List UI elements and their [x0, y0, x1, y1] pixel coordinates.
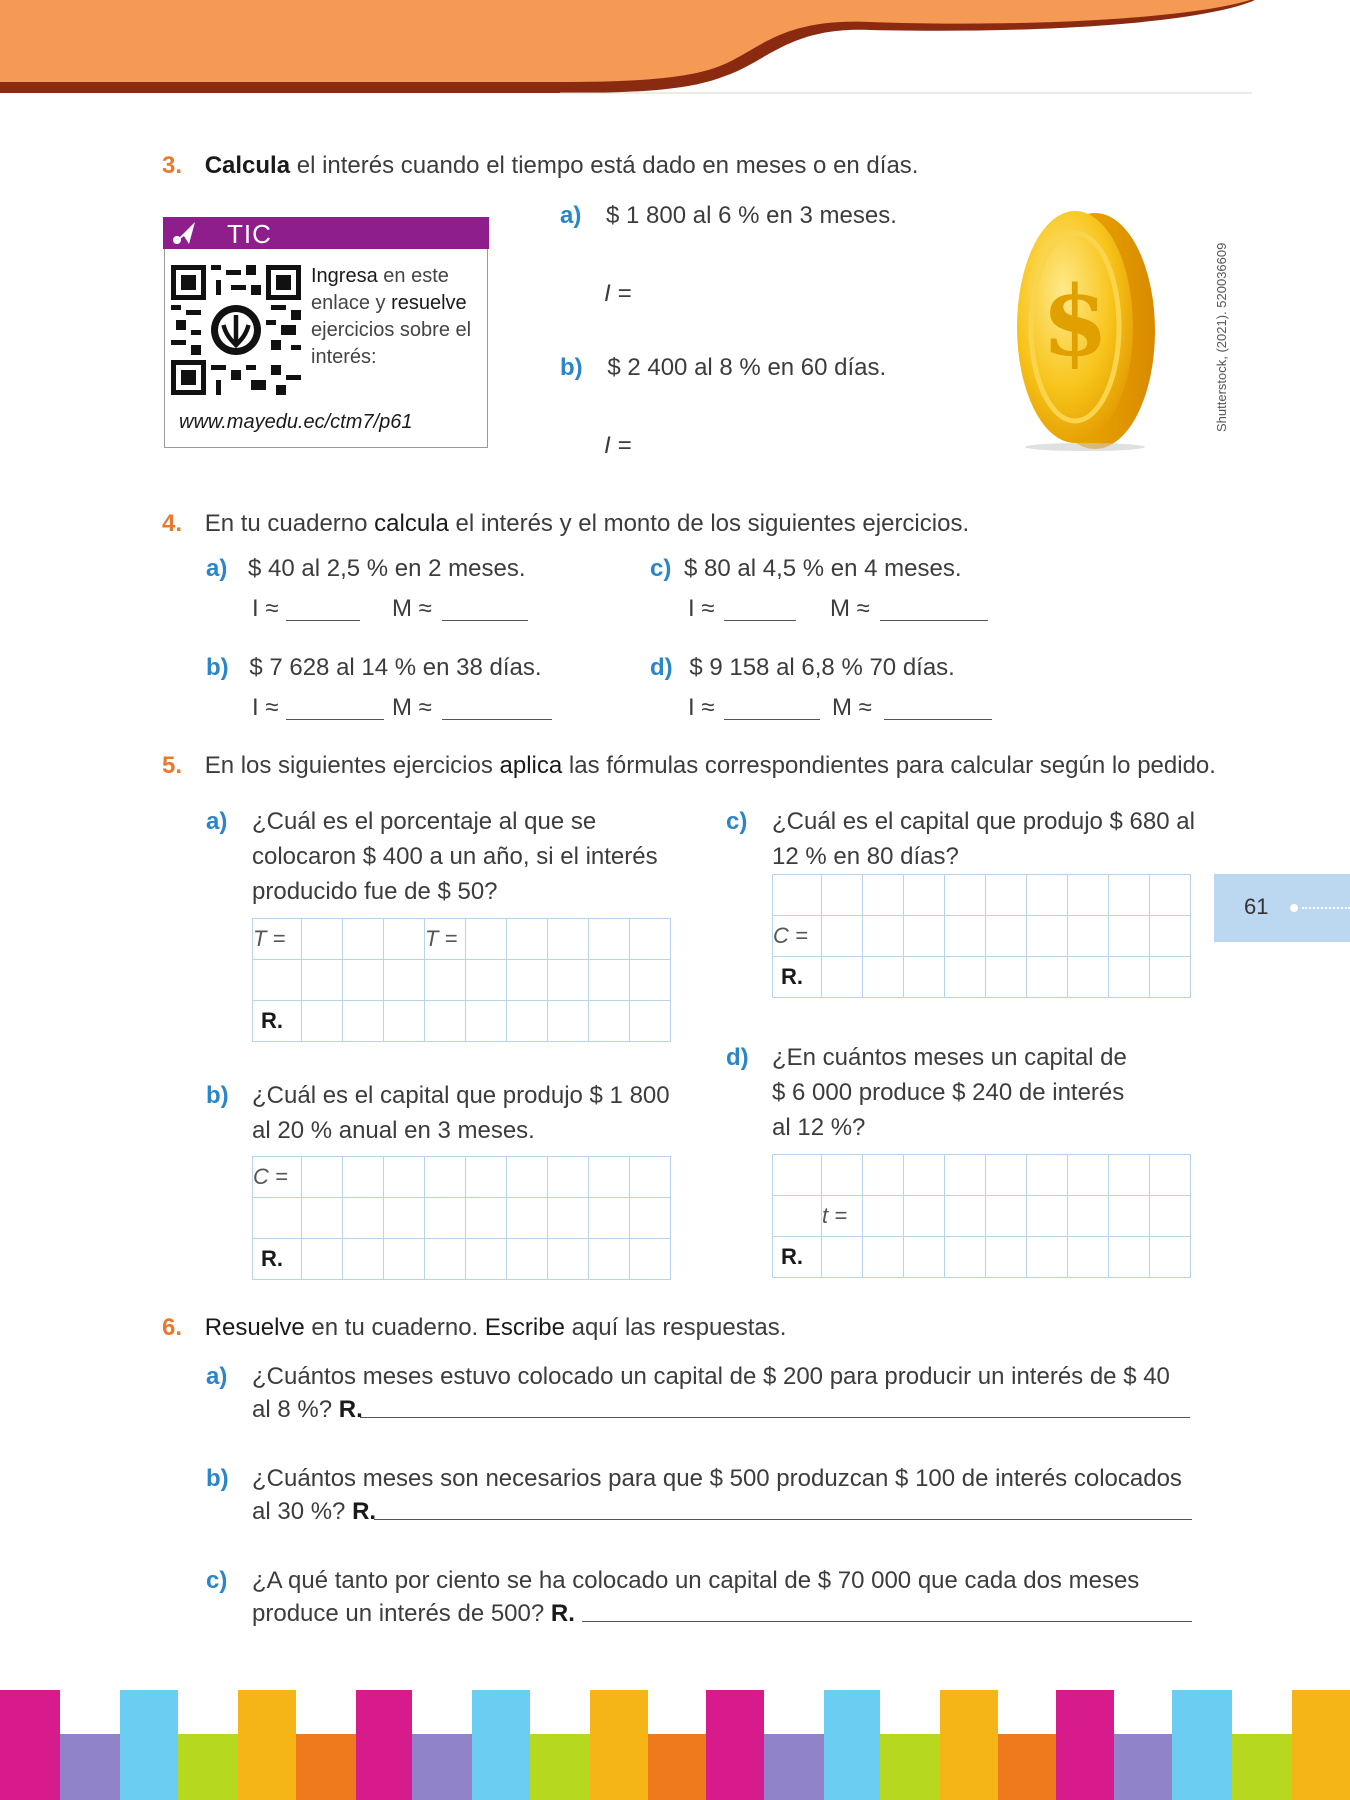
item-letter: d) [650, 654, 673, 681]
answer-label: R. [773, 957, 822, 998]
exercise-4c [650, 555, 962, 583]
answer-grid[interactable] [772, 874, 1191, 998]
cursor-arrow-icon [167, 218, 203, 248]
item-letter: a) [206, 1363, 228, 1390]
question-line: ¿Cuántos meses son necesarios para que $ 500 produzcan $ 100 de interés colocados [252, 1465, 1182, 1492]
item-letter: b) [206, 1465, 229, 1492]
answer-label: R. [253, 1239, 302, 1280]
answer-line[interactable] [582, 1621, 1192, 1622]
exercise-3a [560, 202, 897, 230]
answer-line[interactable] [880, 620, 988, 621]
answer-grid[interactable] [252, 1156, 671, 1280]
answer-label: R. [773, 1237, 822, 1278]
answer-line[interactable] [724, 620, 796, 621]
item-letter: a) [206, 808, 228, 835]
answer-line[interactable] [724, 719, 820, 720]
instruction-text: aquí las respuestas. [564, 1314, 787, 1341]
question-text: produce un interés de 500? [252, 1600, 545, 1627]
exercise-5-heading [162, 752, 1216, 780]
page-number-tab [1214, 874, 1350, 942]
interest-label: I ≈ [252, 694, 279, 721]
instruction-text: en tu cuaderno. [304, 1314, 485, 1341]
answer-label: R. [338, 1396, 363, 1423]
footer-color-bars [0, 1690, 1350, 1800]
answer-grid[interactable] [772, 1154, 1191, 1278]
exercise-6-heading [162, 1314, 786, 1342]
item-letter: a) [206, 555, 228, 582]
instruction-verb: aplica [499, 752, 563, 779]
header-banner [0, 0, 1350, 100]
answer-line[interactable] [360, 1417, 1190, 1418]
question-line: ¿Cuál es el capital que produjo $ 680 al [772, 808, 1195, 835]
answer-line[interactable] [442, 620, 528, 621]
answer-line[interactable] [286, 620, 360, 621]
answer-label: R. [253, 1001, 302, 1042]
equation-label: t = [822, 1196, 863, 1237]
question-text: al 8 %? [252, 1396, 333, 1423]
tic-word: resuelve [391, 292, 467, 314]
photo-credit: Shutterstock, (2021). 520036609 [1214, 242, 1229, 432]
tic-description [311, 263, 481, 371]
amount-label: M ≈ [830, 595, 870, 622]
exercise-number: 5. [162, 752, 183, 779]
svg-text:$: $ [1041, 265, 1109, 378]
question-text: al 30 %? [252, 1498, 346, 1525]
instruction-verb: Calcula [204, 152, 291, 179]
exercise-number: 6. [162, 1314, 183, 1341]
answer-label: R. [550, 1600, 575, 1627]
question-line: ¿Cuántos meses estuvo colocado un capital de $ 200 para producir un interés de $ 40 [252, 1363, 1170, 1390]
question-line: al 20 % anual en 3 meses. [252, 1117, 535, 1144]
question-line: ¿A qué tanto por ciento se ha colocado un capital de $ 70 000 que cada dos meses [252, 1567, 1140, 1594]
amount-label: M ≈ [832, 694, 872, 721]
equation-label: T = [253, 919, 302, 960]
question-line: ¿Cuál es el porcentaje al que se [252, 808, 597, 835]
answer-line[interactable] [286, 719, 384, 720]
exercise-4-heading [162, 510, 969, 538]
instruction-text: el interés y el monto de los siguientes ejercicios. [448, 510, 970, 537]
question-line: ¿Cuál es el capital que produjo $ 1 800 [252, 1082, 670, 1109]
question-line: $ 6 000 produce $ 240 de interés [772, 1079, 1125, 1106]
exercise-4b [206, 654, 542, 682]
item-letter: c) [650, 555, 672, 582]
instruction-text: las fórmulas correspondientes para calcular según lo pedido. [562, 752, 1216, 779]
equation-label: I = [604, 432, 632, 459]
question-line: al 12 %? [772, 1114, 866, 1141]
tic-word: Ingresa [311, 265, 378, 287]
question-line [252, 1597, 575, 1630]
exercise-4a [206, 555, 526, 583]
interest-label: I ≈ [688, 694, 715, 721]
item-letter: b) [560, 354, 583, 381]
answer-grid[interactable] [252, 918, 671, 1042]
item-letter: c) [206, 1567, 228, 1594]
equation-label: I = [604, 280, 632, 307]
tic-box [164, 218, 488, 448]
answer-label: R. [352, 1498, 377, 1525]
item-text: $ 9 158 al 6,8 % 70 días. [689, 654, 955, 681]
tic-url-link[interactable]: www.mayedu.ec/ctm7/p61 [179, 411, 413, 433]
dot-icon [1290, 904, 1298, 912]
exercise-3-heading [162, 152, 918, 180]
exercise-number: 3. [162, 152, 183, 179]
question-line: 12 % en 80 días? [772, 843, 959, 870]
exercise-number: 4. [162, 510, 183, 537]
instruction-text: En los siguientes ejercicios [204, 752, 500, 779]
equation-label: T = [425, 919, 466, 960]
page-number: 61 [1244, 894, 1269, 919]
item-letter: b) [206, 1082, 229, 1109]
tic-text: ejercicios sobre el interés: [311, 319, 472, 368]
answer-line[interactable] [442, 719, 552, 720]
dotted-rule [1302, 907, 1350, 909]
question-line: ¿En cuántos meses un capital de [772, 1044, 1127, 1071]
answer-line[interactable] [884, 719, 992, 720]
question-line: producido fue de $ 50? [252, 878, 498, 905]
item-text: $ 80 al 4,5 % en 4 meses. [684, 555, 962, 582]
item-letter: b) [206, 654, 229, 681]
tic-header [163, 217, 489, 249]
tic-text: en este enlace y [311, 265, 449, 314]
instruction-text: En tu cuaderno [204, 510, 375, 537]
item-text: $ 2 400 al 8 % en 60 días. [607, 354, 887, 381]
question-line: colocaron $ 400 a un año, si el interés [252, 843, 658, 870]
interest-label: I ≈ [252, 595, 279, 622]
instruction-verb: Resuelve [204, 1314, 305, 1341]
exercise-3b [560, 354, 886, 382]
interest-label: I ≈ [688, 595, 715, 622]
item-letter: c) [726, 808, 748, 835]
tic-title: TIC [227, 219, 272, 249]
gold-coin-image [1005, 205, 1165, 455]
equation-label: C = [253, 1157, 302, 1198]
equation-label: C = [773, 916, 822, 957]
question-line [252, 1495, 376, 1528]
amount-label: M ≈ [392, 694, 432, 721]
item-text: $ 40 al 2,5 % en 2 meses. [248, 555, 526, 582]
item-text: $ 1 800 al 6 % en 3 meses. [606, 202, 897, 229]
instruction-text: el interés cuando el tiempo está dado en meses o en días. [290, 152, 919, 179]
item-letter: a) [560, 202, 582, 229]
question-line [252, 1393, 363, 1426]
qr-code-icon [171, 265, 301, 395]
answer-line[interactable] [374, 1519, 1192, 1520]
instruction-verb: calcula [374, 510, 449, 537]
exercise-4d [650, 654, 955, 682]
amount-label: M ≈ [392, 595, 432, 622]
instruction-verb: Escribe [484, 1314, 565, 1341]
item-letter: d) [726, 1044, 749, 1071]
item-text: $ 7 628 al 14 % en 38 días. [249, 654, 542, 681]
